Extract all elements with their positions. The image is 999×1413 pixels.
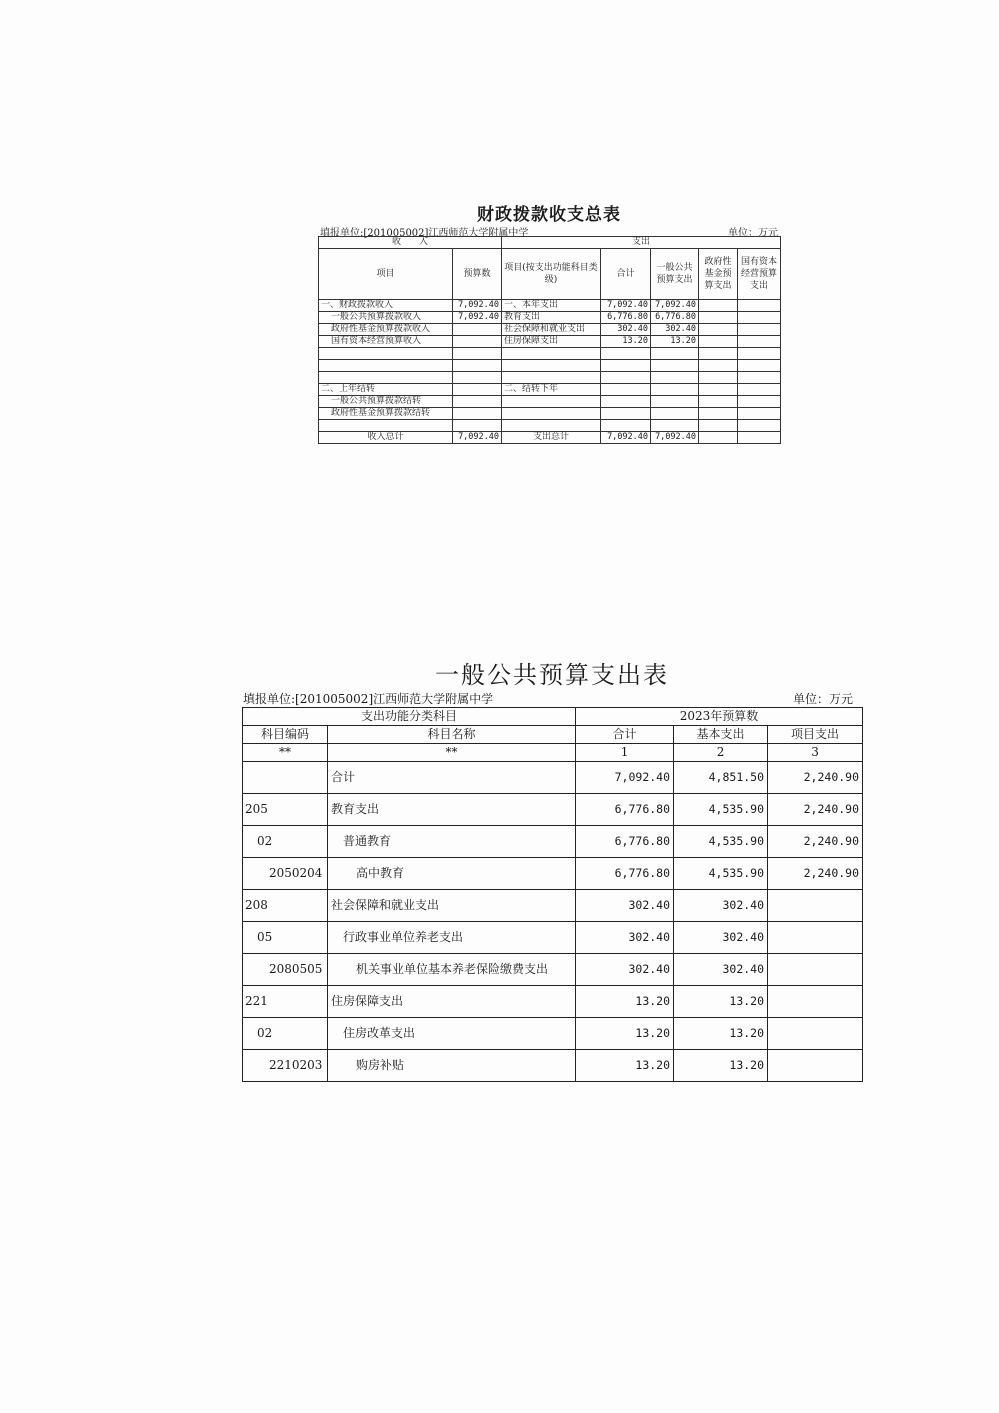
carry-over-head: 二、上年结转 (319, 384, 453, 396)
empty-cell (738, 324, 781, 336)
basic-value: 13.20 (674, 1050, 768, 1082)
expense-general: 6,776.80 (651, 312, 699, 324)
table2-title: 一般公共预算支出表 (435, 661, 669, 689)
subject-code: 2080505 (243, 954, 328, 986)
expense-item: 社会保障和就业支出 (502, 324, 601, 336)
table1-unit-label: 单位：万元 (728, 228, 778, 239)
table-row (319, 312, 781, 324)
table1-column-header (319, 249, 781, 300)
carry-over-gov-fund: 政府性基金预算拨款结转 (319, 408, 453, 420)
income-item: 一般公共预算拨款收入 (319, 312, 453, 324)
table-row (319, 300, 781, 312)
index-3: 3 (768, 744, 863, 762)
table2-unit-label: 单位：万元 (793, 692, 854, 706)
subject-code: 221 (243, 986, 328, 1018)
expense-group-header: 支出 (502, 237, 781, 249)
project-value: 2,240.90 (768, 826, 863, 858)
expense-item: 教育支出 (502, 312, 601, 324)
basic-value: 13.20 (674, 1018, 768, 1050)
income-group-header: 收 入 (319, 237, 502, 249)
star-name: ** (328, 744, 576, 762)
basic-value: 302.40 (674, 890, 768, 922)
table1-title: 财政拨款收支总表 (477, 205, 621, 225)
empty-cell (699, 324, 738, 336)
carry-forward-head: 二、结转下年 (502, 384, 601, 396)
total-value: 7,092.40 (576, 762, 674, 794)
project-value: 2,240.90 (768, 794, 863, 826)
income-value (453, 324, 502, 336)
expense-general: 302.40 (651, 324, 699, 336)
table2-reporting-unit: 填报单位:[201005002]江西师范大学附属中学 (243, 692, 494, 706)
expense-general-total: 7,092.40 (651, 432, 699, 444)
total-value: 13.20 (576, 1018, 674, 1050)
table-row (319, 336, 781, 348)
table-row (243, 986, 863, 1018)
table-row (319, 408, 781, 420)
project-value: 2,240.90 (768, 858, 863, 890)
index-1: 1 (576, 744, 674, 762)
total-value: 302.40 (576, 922, 674, 954)
basic-value: 4,535.90 (674, 858, 768, 890)
basic-value: 302.40 (674, 922, 768, 954)
empty-cell (699, 300, 738, 312)
col-general-budget: 一般公共预算支出 (651, 249, 699, 300)
col-gov-fund: 政府性基金预算支出 (699, 249, 738, 300)
total-value: 302.40 (576, 890, 674, 922)
subject-code: 05 (243, 922, 328, 954)
subject-code: 205 (243, 794, 328, 826)
empty-cell (699, 336, 738, 348)
project-value (768, 1018, 863, 1050)
table-row (243, 794, 863, 826)
project-value (768, 954, 863, 986)
subject-name: 住房改革支出 (328, 1018, 576, 1050)
income-item: 一、财政拨款收入 (319, 300, 453, 312)
expense-total-label: 支出总计 (502, 432, 601, 444)
basic-value: 13.20 (674, 986, 768, 1018)
col-subject-name: 科目名称 (328, 726, 576, 744)
subject-name: 合计 (328, 762, 576, 794)
project-value: 2,240.90 (768, 762, 863, 794)
col-subject-code: 科目编码 (243, 726, 328, 744)
table-row (319, 396, 781, 408)
subject-code (243, 762, 328, 794)
expense-total-value: 7,092.40 (601, 432, 651, 444)
col-project-expense: 项目支出 (768, 726, 863, 744)
col-basic-expense: 基本支出 (674, 726, 768, 744)
empty-cell (738, 312, 781, 324)
income-total-value: 7,092.40 (453, 432, 502, 444)
total-value: 6,776.80 (576, 858, 674, 890)
table-row (319, 384, 781, 396)
blank-row (319, 420, 781, 432)
expense-item: 住房保障支出 (502, 336, 601, 348)
expense-total: 13.20 (601, 336, 651, 348)
project-value (768, 890, 863, 922)
table1-reporting-unit: 填报单位:[201005002]江西师范大学附属中学 (320, 228, 529, 239)
col-income-item: 项目 (319, 249, 453, 300)
table-row (243, 1050, 863, 1082)
total-value: 13.20 (576, 986, 674, 1018)
table-row (319, 324, 781, 336)
income-value: 7,092.40 (453, 300, 502, 312)
col-total: 合计 (576, 726, 674, 744)
expense-total: 302.40 (601, 324, 651, 336)
table1-group-header (319, 237, 781, 249)
fiscal-appropriation-table (318, 236, 781, 444)
income-total-label: 收入总计 (319, 432, 453, 444)
subject-name: 普通教育 (328, 826, 576, 858)
subject-code: 208 (243, 890, 328, 922)
total-value: 6,776.80 (576, 826, 674, 858)
income-item: 国有资本经营预算收入 (319, 336, 453, 348)
project-value (768, 1050, 863, 1082)
table2-group-header (243, 708, 863, 726)
star-code: ** (243, 744, 328, 762)
income-item: 政府性基金预算拨款收入 (319, 324, 453, 336)
subject-name: 高中教育 (328, 858, 576, 890)
index-2: 2 (674, 744, 768, 762)
col-expense-item: 项目(按支出功能科目类级) (502, 249, 601, 300)
subject-name: 教育支出 (328, 794, 576, 826)
blank-row (319, 348, 781, 360)
col-expense-total: 合计 (601, 249, 651, 300)
expense-total: 6,776.80 (601, 312, 651, 324)
project-value (768, 922, 863, 954)
subject-code: 2050204 (243, 858, 328, 890)
table-row (243, 858, 863, 890)
subject-name: 住房保障支出 (328, 986, 576, 1018)
total-value: 13.20 (576, 1050, 674, 1082)
basic-value: 4,535.90 (674, 794, 768, 826)
subject-code: 02 (243, 1018, 328, 1050)
expense-general: 13.20 (651, 336, 699, 348)
subject-name: 机关事业单位基本养老保险缴费支出 (328, 954, 576, 986)
subject-name: 社会保障和就业支出 (328, 890, 576, 922)
col-income-budget: 预算数 (453, 249, 502, 300)
budget-year-header: 2023年预算数 (576, 708, 863, 726)
carry-over-general: 一般公共预算拨款结转 (319, 396, 453, 408)
table-row (243, 1018, 863, 1050)
project-value (768, 986, 863, 1018)
income-value: 7,092.40 (453, 312, 502, 324)
table-row (243, 762, 863, 794)
table-row (243, 954, 863, 986)
expense-total: 7,092.40 (601, 300, 651, 312)
table-row (243, 922, 863, 954)
empty-cell (738, 336, 781, 348)
table-row (243, 890, 863, 922)
table1-total-row (319, 432, 781, 444)
basic-value: 4,535.90 (674, 826, 768, 858)
subject-code: 2210203 (243, 1050, 328, 1082)
function-category-header: 支出功能分类科目 (243, 708, 576, 726)
income-value (453, 336, 502, 348)
empty-cell (738, 300, 781, 312)
total-value: 6,776.80 (576, 794, 674, 826)
col-state-capital: 国有资本经营预算支出 (738, 249, 781, 300)
subject-name: 行政事业单位养老支出 (328, 922, 576, 954)
general-budget-expenditure-table (242, 707, 863, 1082)
table2-column-header (243, 726, 863, 744)
table-row (243, 826, 863, 858)
expense-item: 一、本年支出 (502, 300, 601, 312)
basic-value: 4,851.50 (674, 762, 768, 794)
expense-general: 7,092.40 (651, 300, 699, 312)
blank-row (319, 372, 781, 384)
table2-index-row (243, 744, 863, 762)
empty-cell (699, 312, 738, 324)
subject-name: 购房补贴 (328, 1050, 576, 1082)
total-value: 302.40 (576, 954, 674, 986)
basic-value: 302.40 (674, 954, 768, 986)
blank-row (319, 360, 781, 372)
subject-code: 02 (243, 826, 328, 858)
